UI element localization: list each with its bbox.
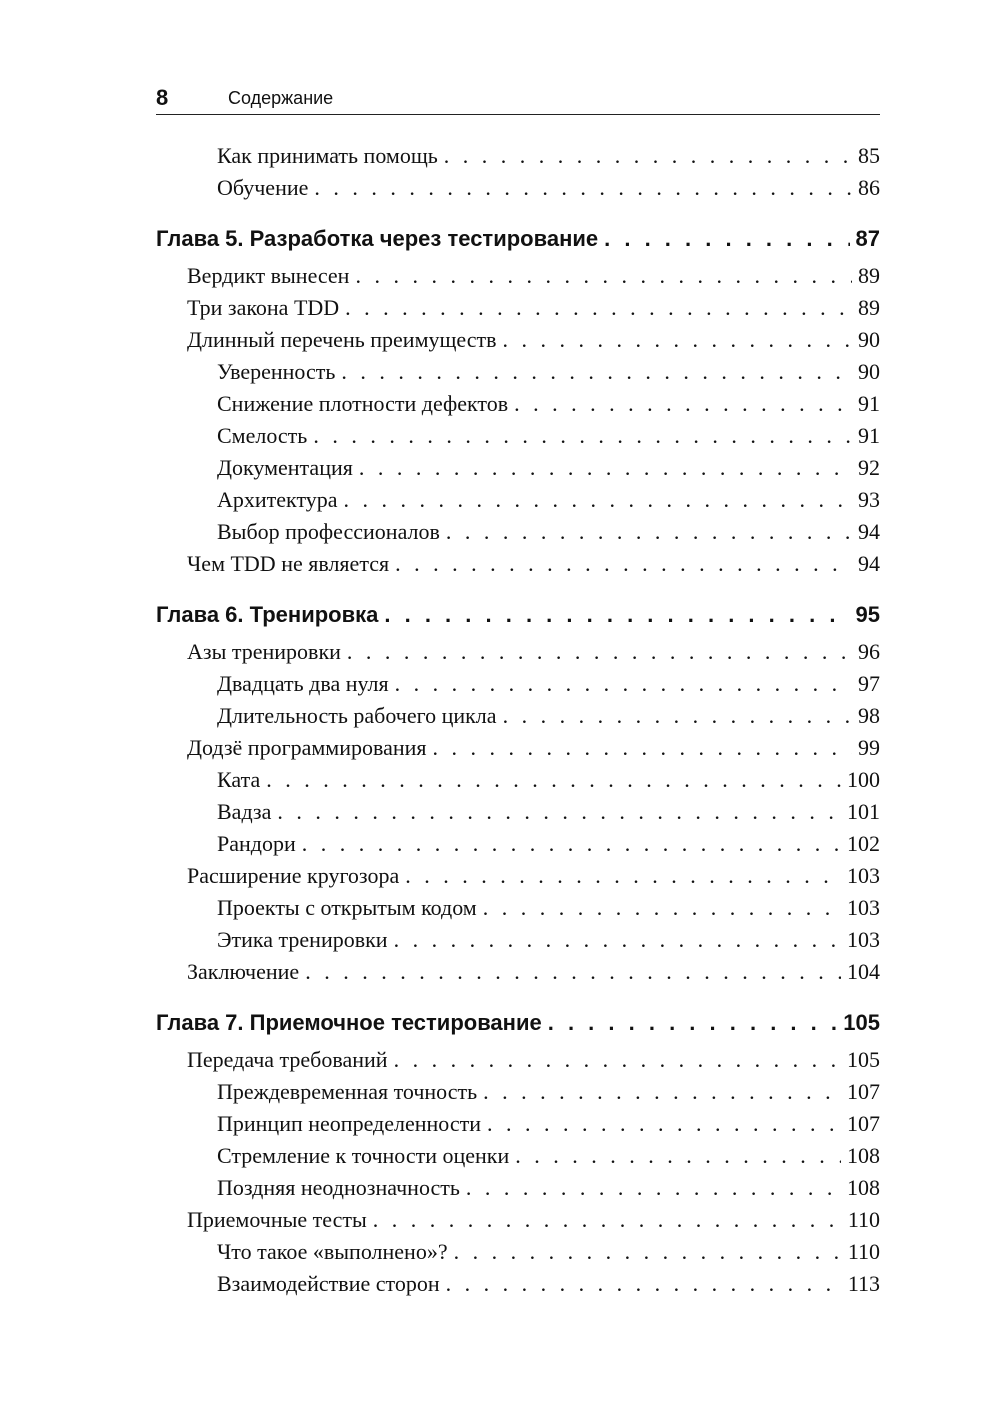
toc-entry-title: Уверенность — [217, 359, 336, 384]
page-number: 8 — [156, 85, 169, 110]
dot-leader — [483, 1076, 841, 1108]
toc-entry-page: 103 — [847, 927, 880, 952]
toc-entry-page: 113 — [847, 1271, 880, 1296]
dot-leader — [266, 764, 841, 796]
toc-entry-page: 86 — [858, 175, 880, 200]
running-header — [156, 84, 880, 115]
toc-entry-title: Заключение — [187, 959, 300, 984]
toc-entry-page: 107 — [847, 1111, 880, 1136]
toc-entry — [156, 860, 880, 892]
toc-entry — [156, 516, 880, 548]
toc-entry-title: Глава 7. Приемочное тестирование — [156, 1010, 542, 1035]
toc-entry-page: 105 — [847, 1047, 880, 1072]
toc-entry-page: 103 — [847, 895, 880, 920]
toc-entry — [156, 1140, 880, 1172]
dot-leader — [394, 924, 841, 956]
toc-entry — [156, 484, 880, 516]
toc-entry-title: Глава 6. Тренировка — [156, 602, 379, 627]
toc-entry — [156, 324, 880, 356]
toc-entry — [156, 1076, 880, 1108]
toc-entry-page: 87 — [855, 226, 880, 251]
table-of-contents — [156, 140, 880, 1300]
dot-leader — [395, 668, 852, 700]
toc-entry-page: 98 — [858, 703, 880, 728]
toc-entry-title: Смелость — [217, 423, 308, 448]
toc-entry-page: 91 — [858, 423, 880, 448]
toc-entry — [156, 1044, 880, 1076]
dot-leader — [515, 1140, 841, 1172]
dot-leader — [305, 956, 841, 988]
dot-leader — [466, 1172, 841, 1204]
toc-entry-page: 100 — [847, 767, 880, 792]
toc-entry-page: 101 — [847, 799, 880, 824]
toc-entry-title: Проекты с открытым кодом — [217, 895, 477, 920]
toc-entry-title: Расширение кругозора — [187, 863, 400, 888]
toc-entry-title: Длинный перечень преимуществ — [187, 327, 497, 352]
toc-entry-page: 94 — [858, 551, 880, 576]
toc-entry-title: Снижение плотности дефектов — [217, 391, 509, 416]
toc-entry-title: Рандори — [217, 831, 296, 856]
dot-leader — [503, 700, 852, 732]
toc-entry — [156, 548, 880, 580]
toc-entry-title: Вадза — [217, 799, 272, 824]
dot-leader — [373, 1204, 842, 1236]
toc-entry-page: 89 — [858, 263, 880, 288]
dot-leader — [446, 516, 852, 548]
toc-entry-page: 102 — [847, 831, 880, 856]
dot-leader — [313, 420, 852, 452]
dot-leader — [514, 388, 852, 420]
toc-entry — [156, 1172, 880, 1204]
toc-chapter-entry — [156, 222, 880, 256]
toc-entry-title: Азы тренировки — [187, 639, 341, 664]
toc-entry-page: 107 — [847, 1079, 880, 1104]
dot-leader — [277, 796, 841, 828]
toc-entry-title: Как принимать помощь — [217, 143, 438, 168]
dot-leader — [604, 222, 849, 256]
toc-entry-title: Этика тренировки — [217, 927, 388, 952]
toc-entry-title: Стремление к точности оценки — [217, 1143, 510, 1168]
dot-leader — [483, 892, 841, 924]
toc-entry-page: 90 — [858, 359, 880, 384]
toc-entry — [156, 700, 880, 732]
toc-entry — [156, 452, 880, 484]
toc-entry-page: 105 — [843, 1010, 880, 1035]
toc-entry-title: Приемочные тесты — [187, 1207, 367, 1232]
toc-entry-title: Двадцать два нуля — [217, 671, 389, 696]
toc-entry — [156, 172, 880, 204]
toc-entry-page: 89 — [858, 295, 880, 320]
toc-entry — [156, 356, 880, 388]
dot-leader — [395, 548, 852, 580]
toc-entry-page: 93 — [858, 487, 880, 512]
dot-leader — [444, 140, 852, 172]
toc-entry-page: 104 — [847, 959, 880, 984]
toc-entry-title: Преждевременная точность — [217, 1079, 478, 1104]
toc-entry — [156, 956, 880, 988]
toc-entry-page: 103 — [847, 863, 880, 888]
toc-entry — [156, 668, 880, 700]
toc-entry-page: 90 — [858, 327, 880, 352]
toc-entry — [156, 1204, 880, 1236]
toc-entry — [156, 764, 880, 796]
dot-leader — [548, 1006, 838, 1040]
toc-entry-title: Обучение — [217, 175, 309, 200]
dot-leader — [433, 732, 853, 764]
toc-entry — [156, 1268, 880, 1300]
toc-entry-page: 108 — [847, 1143, 880, 1168]
toc-entry-page: 108 — [847, 1175, 880, 1200]
toc-entry-page: 110 — [847, 1239, 880, 1264]
toc-entry-title: Передача требований — [187, 1047, 388, 1072]
dot-leader — [302, 828, 841, 860]
toc-chapter-entry — [156, 598, 880, 632]
toc-entry-page: 94 — [858, 519, 880, 544]
toc-entry — [156, 292, 880, 324]
toc-entry-page: 97 — [858, 671, 880, 696]
toc-entry — [156, 732, 880, 764]
dot-leader — [345, 292, 852, 324]
toc-entry — [156, 924, 880, 956]
toc-entry-page: 96 — [858, 639, 880, 664]
toc-entry-title: Архитектура — [217, 487, 338, 512]
toc-chapter-entry — [156, 1006, 880, 1040]
toc-entry — [156, 260, 880, 292]
dot-leader — [394, 1044, 841, 1076]
toc-entry-page: 91 — [858, 391, 880, 416]
dot-leader — [487, 1108, 841, 1140]
toc-entry — [156, 892, 880, 924]
toc-entry-title: Выбор профессионалов — [217, 519, 440, 544]
toc-entry — [156, 636, 880, 668]
toc-entry-title: Поздняя неоднозначность — [217, 1175, 460, 1200]
toc-entry — [156, 796, 880, 828]
dot-leader — [359, 452, 852, 484]
dot-leader — [314, 172, 852, 204]
toc-entry-title: Что такое «выполнено»? — [217, 1239, 448, 1264]
dot-leader — [454, 1236, 842, 1268]
dot-leader — [446, 1268, 842, 1300]
dot-leader — [384, 598, 849, 632]
dot-leader — [503, 324, 852, 356]
toc-entry — [156, 420, 880, 452]
toc-entry-title: Додзё программирования — [187, 735, 427, 760]
toc-entry-page: 99 — [858, 735, 880, 760]
dot-leader — [344, 484, 852, 516]
toc-entry-title: Документация — [217, 455, 353, 480]
toc-entry-page: 95 — [855, 602, 880, 627]
toc-entry-title: Длительность рабочего цикла — [217, 703, 497, 728]
toc-entry-title: Взаимодействие сторон — [217, 1271, 440, 1296]
toc-entry — [156, 388, 880, 420]
toc-entry-title: Глава 5. Разработка через тестирование — [156, 226, 599, 251]
toc-entry-title: Принцип неопределенности — [217, 1111, 481, 1136]
toc-entry-page: 92 — [858, 455, 880, 480]
toc-entry — [156, 140, 880, 172]
header-title: Содержание — [228, 88, 334, 108]
toc-entry — [156, 828, 880, 860]
toc-entry-title: Вердикт вынесен — [187, 263, 350, 288]
toc-entry-title: Три закона TDD — [187, 295, 340, 320]
dot-leader — [347, 636, 852, 668]
toc-entry — [156, 1236, 880, 1268]
dot-leader — [355, 260, 852, 292]
toc-entry-page: 110 — [847, 1207, 880, 1232]
toc-entry-page: 85 — [858, 143, 880, 168]
dot-leader — [341, 356, 852, 388]
toc-entry — [156, 1108, 880, 1140]
toc-entry-title: Чем TDD не является — [187, 551, 390, 576]
dot-leader — [405, 860, 841, 892]
toc-entry-title: Ката — [217, 767, 261, 792]
